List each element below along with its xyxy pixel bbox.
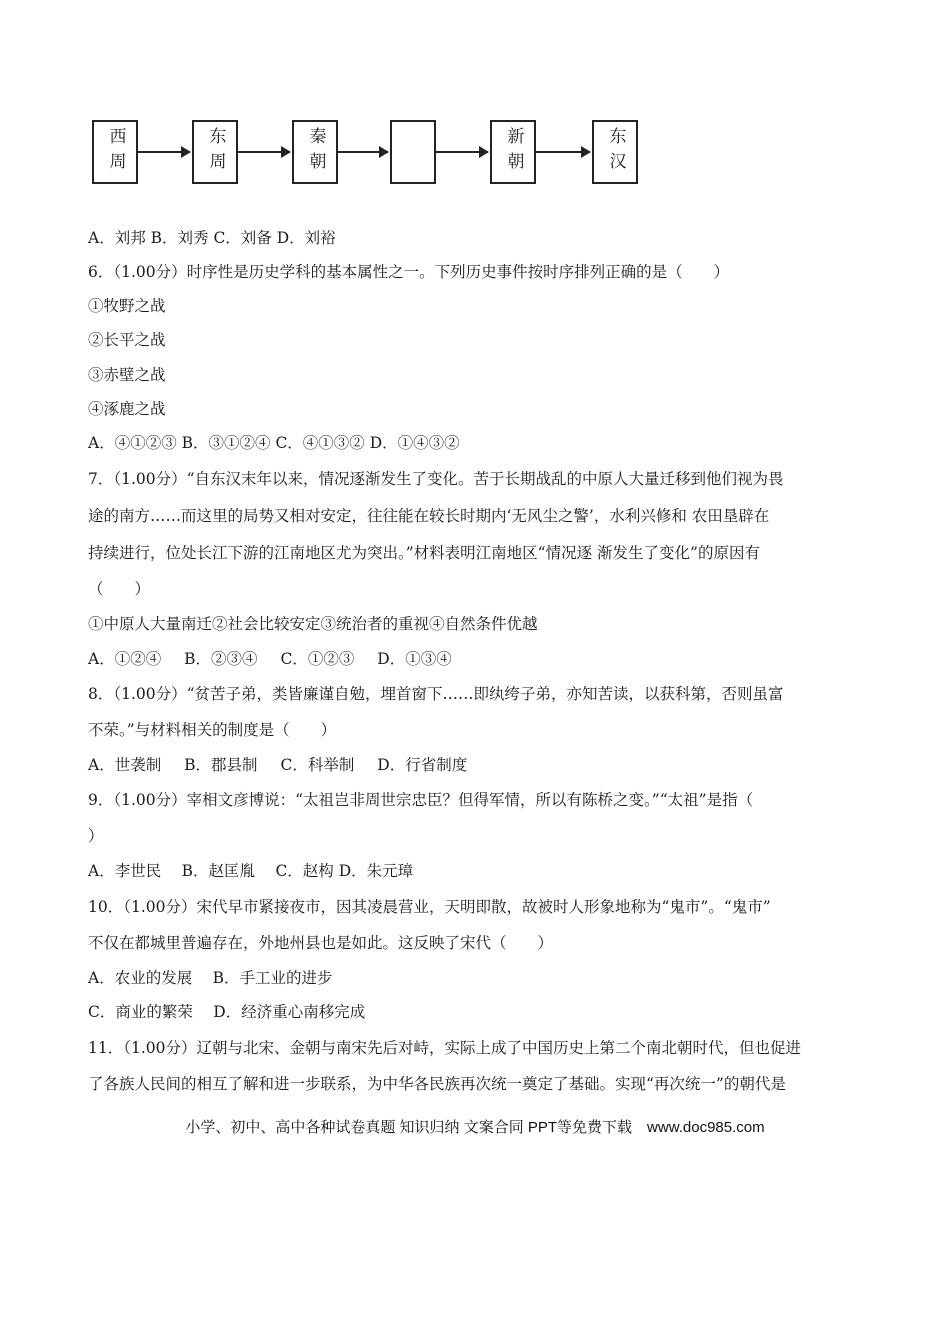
flow-box-label: 东周 [205, 127, 226, 177]
q5-options: A．刘邦 B．刘秀 C．刘备 D．刘裕 [88, 229, 336, 247]
flow-arrow [436, 151, 488, 153]
q6-stem: 6．（1.00分）时序性是历史学科的基本属性之一。下列历史事件按时序排列正确的是（ ） [88, 263, 730, 281]
q9-stem-line: 9．（1.00分）宰相文彦博说：“太祖岂非周世宗忠臣？但得军情，所以有陈桥之变。”“太祖”是指（ [88, 791, 754, 809]
q10-options-line: A．农业的发展 B．手工业的进步 [88, 969, 333, 987]
flow-box-label: 新朝 [503, 127, 524, 177]
q8-stem-line: 不荣。”与材料相关的制度是（ ） [88, 721, 337, 739]
q7-stem-line: 持续进行，位处长江下游的江南地区尤为突出。”材料表明江南地区“情况逐 渐发生了变化”的原因有 [88, 544, 760, 562]
q8-option-d: D．行省制度 [377, 756, 468, 774]
q6-item: ④涿鹿之战 [88, 400, 166, 418]
q9-stem-line: ） [88, 827, 104, 845]
q11-stem-line: 11．（1.00分）辽朝与北宋、金朝与南宋先后对峙，实际上成了中国历史上第二个南北朝时代，但也促进 [88, 1039, 801, 1057]
q8-option-c: C．科举制 [280, 756, 355, 774]
q8-option-a: A．世袭制 [88, 756, 162, 774]
page-footer: 小学、初中、高中各种试卷真题 知识归纳 文案合同 PPT等免费下载 www.doc985.com [185, 1119, 765, 1136]
q7-options [88, 649, 878, 669]
q7-stem-line: （ ） [88, 580, 151, 598]
q7-option-d: D．①③④ [377, 650, 452, 668]
flow-box-label: 秦朝 [305, 127, 326, 177]
flow-arrow [536, 151, 590, 153]
q7-option-c: C．①②③ [280, 650, 355, 668]
flow-arrow [138, 151, 190, 153]
flow-box-2 [192, 120, 238, 184]
q7-stem-line: 7．（1.00分）“自东汉末年以来，情况逐渐发生了变化。苦于长期战乱的中原人大量迁移到他们视为畏 [88, 470, 784, 488]
q6-item: ③赤壁之战 [88, 366, 166, 384]
q10-stem-line: 10．（1.00分）宋代早市紧接夜市，因其凌晨营业，天明即散，故被时人形象地称为“鬼市”。“鬼市” [88, 898, 771, 916]
q10-stem-line: 不仅在都城里普遍存在，外地州县也是如此。这反映了宋代（ ） [88, 934, 554, 952]
q11-stem-line: 了各族人民间的相互了解和进一步联系，为中华各民族再次统一奠定了基础。实现“再次统一”的朝代是 [88, 1075, 786, 1093]
flow-arrow [338, 151, 388, 153]
flow-box-label: 东汉 [605, 127, 626, 177]
q8-stem-line: 8．（1.00分）“贫苦子弟，类皆廉谨自勉，埋首窗下……即纨绔子弟，亦知苦读，以获科第，否则虽富 [88, 685, 784, 703]
q9-options: A．李世民 B．赵匡胤 C．赵构 D．朱元璋 [88, 862, 414, 880]
q8-options [88, 755, 878, 775]
q6-item: ②长平之战 [88, 331, 166, 349]
flow-box-6 [592, 120, 638, 184]
q7-option-a: A．①②④ [88, 650, 162, 668]
flow-box-1 [92, 120, 138, 184]
flow-box-blank [390, 120, 436, 184]
flow-box-3 [292, 120, 338, 184]
q7-stem-line: 途的南方……而这里的局势又相对安定，往往能在较长时期内‘无风尘之警’，水利兴修和 农田垦辟在 [88, 507, 770, 525]
q6-options: A．④①②③ B．③①②④ C．④①③② D．①④③② [88, 434, 460, 452]
q10-options-line: C．商业的繁荣 D．经济重心南移完成 [88, 1003, 366, 1021]
q7-items: ①中原人大量南迁②社会比较安定③统治者的重视④自然条件优越 [88, 615, 538, 633]
q7-option-b: B．②③④ [184, 650, 258, 668]
flow-box-label: 西周 [105, 127, 126, 177]
flow-arrow [238, 151, 290, 153]
q8-option-b: B．郡县制 [184, 756, 258, 774]
q6-item: ①牧野之战 [88, 297, 166, 315]
dynasty-flowchart [0, 0, 950, 200]
flow-box-5 [490, 120, 536, 184]
